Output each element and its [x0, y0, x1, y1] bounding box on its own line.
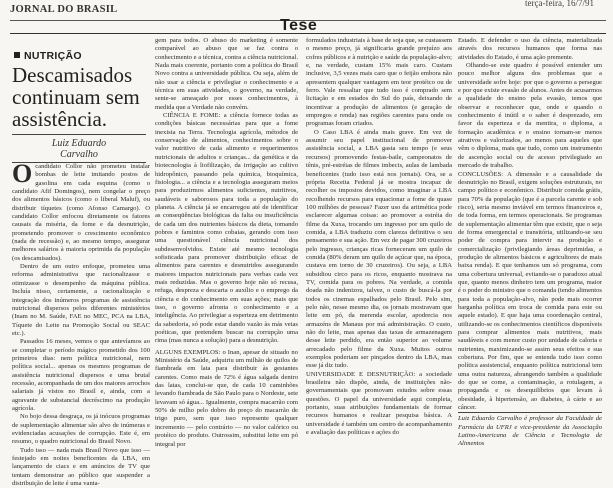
paragraph-text: candidato Collor não prometeu instalar bombas de leite imitando postos de gasolina em cada esquina (como o candidato Afif Domingos), nem congelar o preço dos alimentos básicos (como o liberal Maluf), ou distribuir tíquetes (como Afonso Camargo). O candidato Collor enfocou diretamente os fatores causais da miséria, da fome e da desnutrição, prometendo promover o crescimento econômico (nada de recessão) e, ao mesmo tempo, assegurar melhores salários à maioria oprimida da população (os descamisados). [12, 163, 150, 262]
headline: Descamisados continuam sem assistência. [12, 63, 140, 131]
paragraph: formulados industriais à base de soja que, se custassem o mesmo preço, já significaria grande prejuízo aos cofres públicos e à nutrição e saúde da população-alvo; e, na verdade, custam 15% mais caro. Custam inclusive, 3,5 vezes mais caro que o feijão embora não apresentem qualquer vantagem em teor protéico ou de ferro. Vale ressaltar que tudo isso é comprado sem licitação e em estados do Sul do país, deixando de incentivar a produção de alimentos (e geração de empregos e renda) nas regiões carentes para onde os programas foram criados. [306, 37, 452, 128]
paragraph: Passados 16 meses, vemos o que antevíamos ao se completar o período mágico prometido dos 100 primeiros dias: nem política nutricional, nem política social... apenas os mesmos programas de assistência nutricional dispersos e uma brutal recessão, acompanhada de um dos maiores arrochos salariais já vistos no Brasil e, ainda, com a agravante de substancial decréscimo na produção agrícola. [12, 338, 150, 412]
drop-cap: O [12, 159, 33, 188]
paragraph: Tudo isso — nada mais Brasil Novo que isso — festejado em noites beneficentes da LBA, em lançamento de ciacs e em anúncios de TV que tentam demonstrar ao público que suspender a distribuição de leite é uma vanta- [12, 446, 150, 488]
paragraph: ALGUNS EXEMPLOS: o Inan, apesar de situado no Ministério da Saúde, adquiriu um milhão de quilos de fiambrada em lata para distribuir às gestantes carentes. Como mais de 72% é água salgada dentro das latas, conclui-se que, de cada 10 caminhões levando fiambrada de São Paulo para o Nordeste, sete levavam só água... Igualmente, compra macarrão com 50% de milho pelo dobro do preço do macarrão de trigo puro, sem que isso represente qualquer incremento — pelo contrário — no valor calórico ou protéico do produto. Outrossim, substitui leite em pó integral por [155, 348, 298, 448]
paragraph [12, 159, 150, 263]
kicker [14, 50, 82, 62]
column-2 [155, 37, 298, 449]
paragraph: O Caso LBA é ainda mais grave. Em vez de assumir seu papel institucional de promover assistência social, a LBA gasta seu tempo (e seus recursos) promovendo festas-baile, campeonatos de tênis, pré-estréias de filmes imbecis, aulas de lambada beneficentes (tudo isso está nos jornais). Ora, se a própria Receita Federal já se mostra incapaz de recolher os impostos devidos, como imaginar a LBA recolhendo recursos para equacionar a fome de quase 100 milhões de pessoas? Fazer uso da aritmética pode esclarecer algumas coisas: ao promover a estréia do filme da Xuxa, trocando um ingresso por um quilo de comida, a LBA traduziu com clareza definitiva o seu pensamento e sua ação. Em vez de pagar 300 cruzeiros pelo ingresso, crianças ricas forneceram um quilo de comida (80% deram um quilo de açúcar que, na época, custava em torno de 30 cruzeiros). Ou seja, a LBA subsidiou circo para os ricos, enquanto mostrava na TV, comida para os pobres. Na verdade, a comida doada não indenizou, talvez, o custo de buscá-la por todos os cinemas espalhados pelo Brasil. Pelo sim, pelo não, nesse mesmo dia, os jornais mostravam que leite em pó, da merenda escolar, apodrecia nos armazéns de Manaus por má administração. O custo, não do leite, mas apenas das taxas de armazenagem desse leite perdido, era então superior ao volume arrecadado pelo filme da Xuxa. Muitos outros exemplos poderiam ser pinçados dentro da LBA, mas esse já diz tudo. [306, 128, 452, 370]
date-line: terça-feira, 16/7/91 [525, 0, 594, 8]
byline-line-1: Luiz Eduardo [51, 138, 107, 149]
byline-line-2: Carvalho [60, 149, 98, 160]
paragraph: Dentro de um outro enfoque, prometeu uma reforma administrativa que racionalizasse e otimizasse o desempenho da máquina pública. Incluía nisso, certamente, a racionalização e integração dos inúmeros programas de assistência nutricional dispersos pelos diferentes ministérios (Inam no M. Saúde, FAE no MEC, PCA na LBA, Tíquete do Leite na Promoção Social ou SEAC etc.). [12, 263, 150, 337]
section-name: Tese [280, 17, 318, 34]
column-4 [458, 37, 602, 449]
paragraph: Olhando-se este quadro é possível entender um pouco melhor alguns dos problemas que a universidade sofre hoje: por que o governo a persegue e por que existe evasão de alunos. Antes de acusarmos a qualidade do ensino pela evasão, temos que observar e reconhecer que, onde e quando o conhecimento é inútil e o saber é desprezado, em favor da esperteza e da mentira, o diploma, a formação acadêmica e o ensino tornam-se menos atrativos e valorizados, ao menos para aqueles que vêm o diploma, mais que tudo, como um instrumento de ascenção social ou de acesso privilegiado ao mercado de trabalho. [458, 62, 602, 170]
paragraph: CIÊNCIA E FOME: a ciência fornece todas as condições básicas necessárias para que a fome inexista na Terra. Tecnologia agrícola, métodos de conservação de alimentos, conhecimentos sobre o valor nutritivo de cada alimento e requerimentos nutricionais de adultos e crianças... da genética e da biotecnologia à liofilização, da irrigação ao cultivo hidropônico, passando pela química, bioquímica, fisiologia... a ciência e a tecnologia asseguram meios para produzirmos alimentos suficientes, nutritivos, saudáveis e saborosos para toda a população do planeta. A ciência já se encarregou até de identificar as conseqüências biológicas da falta ou insuficiência de cada um dos nutrientes básicos da dieta, tomando pobres e famintos como cobaias, gerando com isso uma questionável ciência nutricional dos subdesenvolvidos. Existe até mesmo tecnologia sofisticada para promover distribuição eficaz de alimentos para carentes e desnutridos assegurando maiores impactos nutricionais para verbas cada vez mais reduzidas. Mas o governo hoje não só recusa, refuga, despreza e descarta o auxílio e o emprego da ciência e do conhecimento em suas ações; mais que isso, o governo afronta o conhecimento e a inteligência. Ao privilegiar a esperteza em detrimento da sabedoria, só pode estar dando vazão às más veias poéticas, que pretendem buscar na corrupção uma rima (mas nunca a solução) para a desnutrição. [155, 112, 298, 345]
paragraph: UNIVERSIDADE E DESNUTRIÇÃO: a sociedade brasileira não dispõe, ainda, de instituições não-governamentais que promovam estudos sobre essas questões. O papel da universidade aqui completa, portanto, suas atribuições fundamentais de formar recursos humanos e realizar pesquisa básica. A universidade é também um centro de acompanhamento e avaliação das políticas e ações do [306, 370, 452, 437]
paragraph: CONCLUSÕES: A dimensão e a causalidade da desnutrição no Brasil, exigem soluções estruturais, no campo político e econômico. Distribuir comida grátis, para 70% da população (que é a parcela carente e sob risco), seria mesmo inviável em termos financeiros e, de toda forma, em termos operacionais. Se programas de suplementação alimentar têm que existir, que o seja de forma emergencial e transitória, utilizando-se seu poder de compra para intervir na produção e comercialização (privilegiando áreas deprimidas, a produção de alimentos básicos e agricultores de mais baixa renda). E que tenhamos um só programa, com uma cobertura universal, evitando-se o paradoxo atual que, quanto menos dinheiro tem um programa, maior é o poder do ministro que o comanda (tendo alimentos para toda a população-alvo, não pode mais ocorrer barganha política em troca de comida para este ou aquele estado). E que haja uma coordenação central, utilizando-se os conhecimentos científicos disponíveis para comprar alimentos mais nutritivos, mais saudáveis e com menor custo por unidade de caloria e nutrientes, maximizando-se assim seus efeitos e sua cobertura. Por fim, que se entenda tudo isso como política assistencial, enquanto política nutricional tem uma outra natureza, abrangendo também a qualidade do que se come, a contaminação, a rotulagem, a propaganda e os desequilíbrios que levam à obesidade, à hipertensão, ao diabetes, à cárie e ao câncer. [458, 170, 602, 412]
paragraph: No bojo dessa desgraça, os já inócuos programas de suplementação alimentar são alvo de inúmeras e evidenciadas acusações de corrupção. Este é, em resumo, o quadro nutricional do Brasil Novo. [12, 413, 150, 446]
square-bullet-icon [14, 52, 20, 58]
paragraph: Estado. E defender o uso da ciência, materializada através dos recursos humanos que forma nas atividades do Estado, é uma ação premente. [458, 37, 602, 61]
headline-rule [12, 134, 146, 135]
author-note: Luiz Eduardo Carvalho é professor da Faculdade de Farmácia da UFRJ e vice-presidente da Associação Latino-Americana de Ciência e Tecnologia de Alimentos [458, 412, 602, 448]
column-1 [12, 159, 150, 488]
newspaper-name: JORNAL DO BRASIL [10, 4, 118, 15]
paragraph: gem para todos. O abuso do marketing é somente comparável ao abuso que se faz contra o conhecimento e a técnica, contra a ciência nutricional. Nada mais coerente, portanto com a política do Brasil Novo contra a universidade pública. Ou seja, além de não usar a ciência e privilegiar o conhecimento e a técnica em suas atividades, o governo, na verdade, sente-se ameaçado por esses conhecimentos, à medida que a Verdade não convém. [155, 37, 298, 111]
byline [12, 138, 146, 160]
kicker-text: NUTRIÇÃO [24, 50, 82, 62]
section-bar [10, 17, 606, 34]
column-3 [306, 37, 452, 438]
